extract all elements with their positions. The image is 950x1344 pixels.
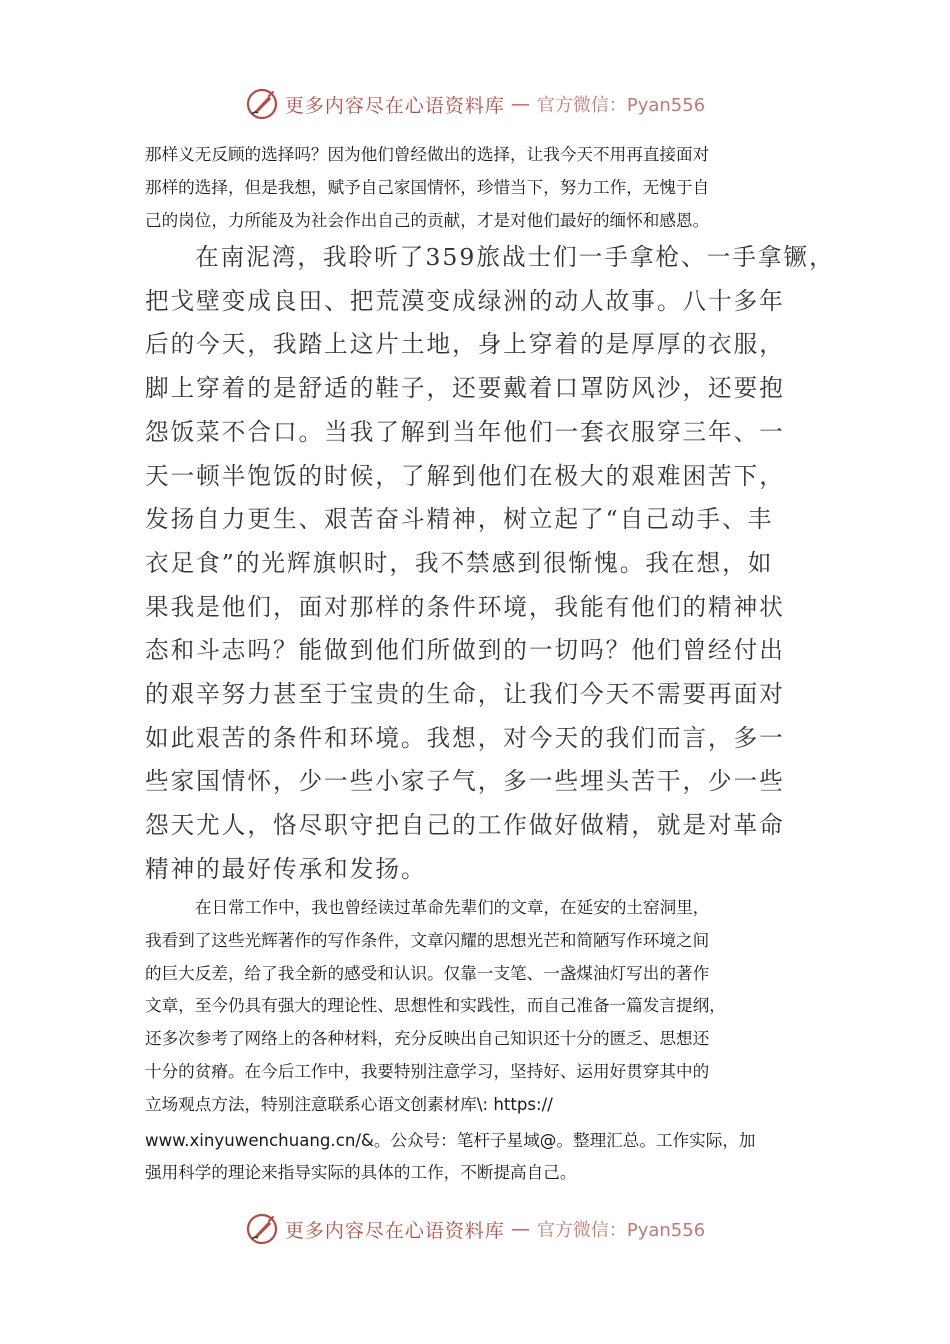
text-line: 立场观点方法，特别注意联系心语文创素材库\: https:// [145, 1094, 553, 1114]
text-line: 果我是他们，面对那样的条件环境，我能有他们的精神状 [145, 592, 785, 621]
paragraph-2 [145, 236, 835, 892]
text-line: 在南泥湾，我聆听了359旅战士们一手拿枪、一手拿镢， [195, 243, 835, 271]
text-line: 的艰辛努力甚至于宝贵的生命，让我们今天不需要再面对 [145, 680, 785, 709]
footer-banner [0, 1207, 950, 1251]
header-banner [0, 82, 950, 126]
text-line: 怨饭菜不合口。当我了解到当年他们一套衣服穿三年、一 [145, 417, 785, 446]
text-line: 衣足食”的光辉旗帜时，我不禁感到很惭愧。我在想，如 [145, 548, 774, 577]
paragraph-3 [145, 892, 809, 1190]
banner-dash: — [510, 93, 531, 115]
paragraph-2-text [145, 236, 835, 892]
text-line: 还多次参考了网络上的各种材料，充分反映出自己知识还十分的匮乏、思想还 [145, 1029, 710, 1049]
text-line: 脚上穿着的是舒适的鞋子，还要戴着口罩防风沙，还要抱 [145, 374, 785, 403]
text-line: 精神的最好传承和发扬。 [145, 854, 427, 883]
text-line: 的巨大反差，给了我全新的感受和认识。仅靠一支笔、一盏煤油灯写出的著作 [145, 963, 710, 983]
banner-wechat: 官方微信：Pyan556 [536, 1220, 706, 1241]
paragraph-3-text [145, 892, 809, 1190]
text-line: 我看到了这些光辉著作的写作条件，文章闪耀的思想光芒和简陋写作环境之间 [145, 930, 710, 950]
text-line: 己的岗位，力所能及为社会作出自己的贡献，才是对他们最好的缅怀和感恩。 [145, 210, 710, 230]
text-line: 文章，至今仍具有强大的理论性、思想性和实践性，而自己准备一篇发言提纲， [145, 996, 726, 1016]
text-line-url: www.xinyuwenchuang.cn/&。公众号：笔杆子星域@。整理汇总。工作实际，加 [145, 1130, 756, 1150]
text-line: 那样的选择，但是我想，赋予自己家国情怀，珍惜当下，努力工作，无愧于自 [145, 177, 710, 197]
text-line: 十分的贫瘠。在今后工作中，我要特别注意学习，坚持好、运用好贯穿其中的 [145, 1061, 710, 1081]
text-line: 那样义无反顾的选择吗？因为他们曾经做出的选择，让我今天不用再直接面对 [145, 145, 710, 164]
text-line: 怨天尤人，恪尽职守把自己的工作做好做精，就是对革命 [145, 811, 785, 840]
text-line: 如此艰苦的条件和环境。我想，对今天的我们而言，多一 [145, 723, 785, 752]
banner-title: 更多内容尽在心语资料库 [284, 1219, 505, 1242]
banner-title: 更多内容尽在心语资料库 [284, 94, 505, 117]
text-line: 把戈壁变成良田、把荒漠变成绿洲的动人故事。八十多年 [145, 286, 785, 315]
quill-logo-icon [245, 1212, 279, 1246]
text-line: 强用科学的理论来指导实际的具体的工作，不断提高自己。 [145, 1163, 577, 1183]
banner-dash: — [510, 1218, 531, 1240]
quill-logo-icon [245, 87, 279, 121]
text-line: 后的今天，我踏上这片土地，身上穿着的是厚厚的衣服， [145, 330, 785, 359]
text-line: 发扬自力更生、艰苦奋斗精神，树立起了“自己动手、丰 [145, 505, 774, 534]
paragraph-1 [145, 139, 809, 237]
text-line: 天一顿半饱饭的时候，了解到他们在极大的艰难困苦下， [145, 461, 785, 490]
text-line: 些家国情怀，少一些小家子气，多一些埋头苦干，少一些 [145, 767, 785, 796]
text-line: 态和斗志吗？能做到他们所做到的一切吗？他们曾经付出 [145, 636, 785, 665]
text-line: 在日常工作中，我也曾经读过革命先辈们的文章，在延安的土窑洞里， [195, 898, 710, 917]
banner-wechat: 官方微信：Pyan556 [536, 95, 706, 116]
paragraph-1-text [145, 139, 809, 237]
